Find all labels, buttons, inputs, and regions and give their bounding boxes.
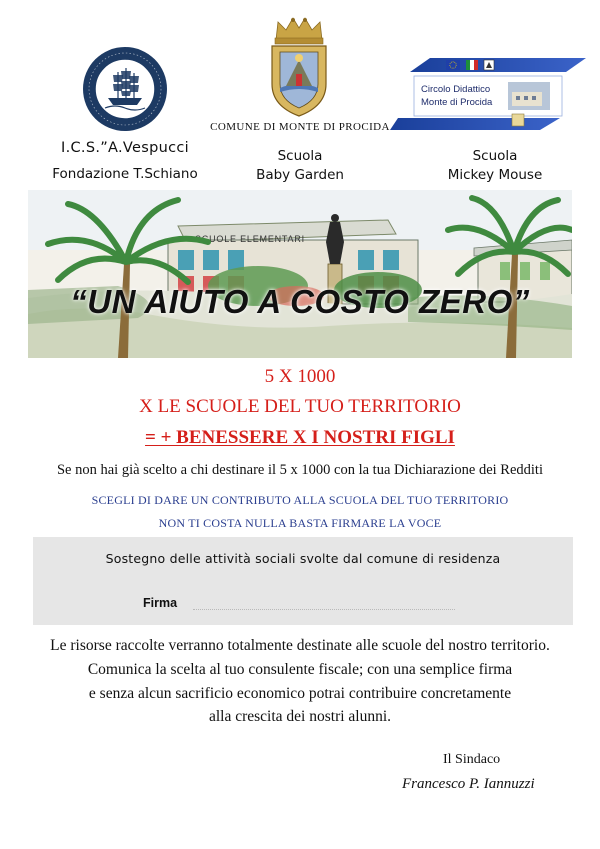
body-text-line4: alla crescita dei nostri alunni. xyxy=(208,708,392,725)
circolo-line2: Monte di Procida xyxy=(421,97,493,108)
signature-role: Il Sindaco xyxy=(443,752,501,767)
school-drawing-banner xyxy=(28,190,572,358)
slogan-title: “UN AIUTO A COSTO ZERO” xyxy=(70,283,530,320)
body-text-line3: e senza alcun sacrificio economico potrai contribuire concretamente xyxy=(88,685,512,702)
form-box-title: Sostegno delle attività sociali svolte dal comune di residenza xyxy=(105,551,501,566)
comune-crest-logo xyxy=(262,14,336,120)
ics-vespucci-logo xyxy=(80,44,170,134)
baby-garden-label-line1: Scuola xyxy=(277,148,323,164)
headline-benessere: = + BENESSERE X I NOSTRI FIGLI xyxy=(145,427,455,448)
body-text-line1: Le risorse raccolte verranno totalmente destinate alle scuole del nostro territorio. xyxy=(50,637,550,654)
call-to-action-line2: NON TI COSTA NULLA BASTA FIRMARE LA VOCE xyxy=(158,516,442,530)
body-text-line2: Comunica la scelta al tuo consulente fiscale; con una semplice firma xyxy=(87,661,513,678)
mickey-mouse-label-line1: Scuola xyxy=(472,148,518,164)
intro-text: Se non hai già scelto a chi destinare il 5 x 1000 con la tua Dichiarazione dei Redditi xyxy=(56,462,543,478)
call-to-action-line1: SCEGLI DI DARE UN CONTRIBUTO ALLA SCUOLA DEL TUO TERRITORIO xyxy=(91,493,509,507)
signature-name: Francesco P. Iannuzzi xyxy=(402,776,535,792)
ics-name: I.C.S.”A.Vespucci xyxy=(61,140,189,156)
baby-garden-label-line2: Baby Garden xyxy=(256,167,344,183)
circolo-line1: Circolo Didattico xyxy=(421,84,491,95)
comune-name: COMUNE DI MONTE DI PROCIDA xyxy=(210,121,390,133)
signature-form-box xyxy=(33,537,573,625)
fondazione-name: Fondazione T.Schiano xyxy=(52,166,198,182)
building-sign: SCUOLE ELEMENTARI xyxy=(195,234,305,244)
headline-5x1000: 5 X 1000 xyxy=(264,366,336,387)
mickey-mouse-label-line2: Mickey Mouse xyxy=(447,167,543,183)
circolo-didattico-logo xyxy=(390,52,586,136)
headline-scuole: X LE SCUOLE DEL TUO TERRITORIO xyxy=(139,396,461,417)
signature-label: Firma xyxy=(143,596,178,610)
signature-line[interactable] xyxy=(193,609,455,610)
